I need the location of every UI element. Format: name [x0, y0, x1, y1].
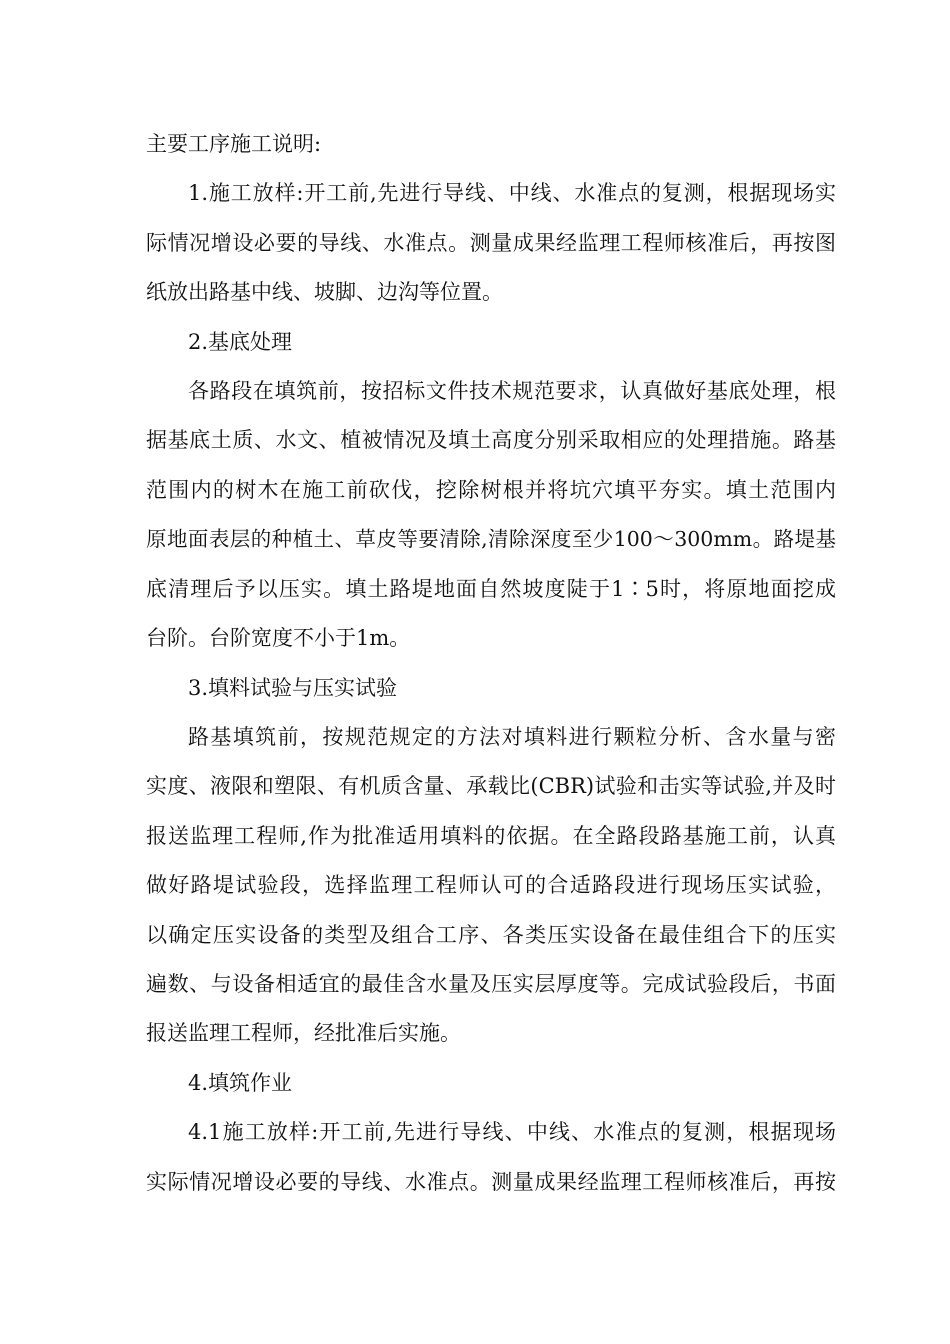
- paragraph-line: 做好路堤试验段，选择监理工程师认可的合适路段进行现场压实试验，: [146, 873, 836, 897]
- paragraph-line: 实际情况增设必要的导线、水准点。测量成果经监理工程师核准后，再按: [146, 1170, 836, 1194]
- paragraph-line: 实度、液限和塑限、有机质含量、承载比(CBR)试验和击实等试验,并及时: [146, 774, 836, 798]
- paragraph-line: 1.施工放样:开工前,先进行导线、中线、水准点的复测，根据现场实: [188, 181, 836, 205]
- subsection-heading: 3.填料试验与压实试验: [188, 676, 398, 700]
- paragraph-line: 各路段在填筑前，按招标文件技术规范要求，认真做好基底处理，根: [188, 379, 836, 403]
- subsection-heading: 4.填筑作业: [188, 1071, 293, 1095]
- paragraph-line: 遍数、与设备相适宜的最佳含水量及压实层厚度等。完成试验段后，书面: [146, 972, 836, 996]
- section-heading: 主要工序施工说明:: [146, 132, 322, 156]
- paragraph-line: 报送监理工程师，经批准后实施。: [146, 1021, 461, 1045]
- paragraph-line: 原地面表层的种植土、草皮等要清除,清除深度至少100～300mm。路堤基: [146, 527, 836, 551]
- paragraph-line: 底清理后予以压实。填土路堤地面自然坡度陡于1∶5时，将原地面挖成: [146, 577, 836, 601]
- paragraph-line: 纸放出路基中线、坡脚、边沟等位置。: [146, 280, 503, 304]
- paragraph-line: 报送监理工程师,作为批准适用填料的依据。在全路段路基施工前，认真: [146, 824, 836, 848]
- paragraph-line: 范围内的树木在施工前砍伐，挖除树根并将坑穴填平夯实。填土范围内: [146, 478, 836, 502]
- paragraph-line: 台阶。台阶宽度不小于1m。: [146, 626, 411, 650]
- subsection-heading: 2.基底处理: [188, 330, 293, 354]
- paragraph-line: 据基底土质、水文、植被情况及填土高度分别采取相应的处理措施。路基: [146, 428, 836, 452]
- paragraph-line: 以确定压实设备的类型及组合工序、各类压实设备在最佳组合下的压实: [146, 923, 836, 947]
- paragraph-line: 际情况增设必要的导线、水准点。测量成果经监理工程师核准后，再按图: [146, 231, 836, 255]
- paragraph-line: 路基填筑前，按规范规定的方法对填料进行颗粒分析、含水量与密: [188, 725, 836, 749]
- paragraph-line: 4.1施工放样:开工前,先进行导线、中线、水准点的复测，根据现场: [188, 1120, 836, 1144]
